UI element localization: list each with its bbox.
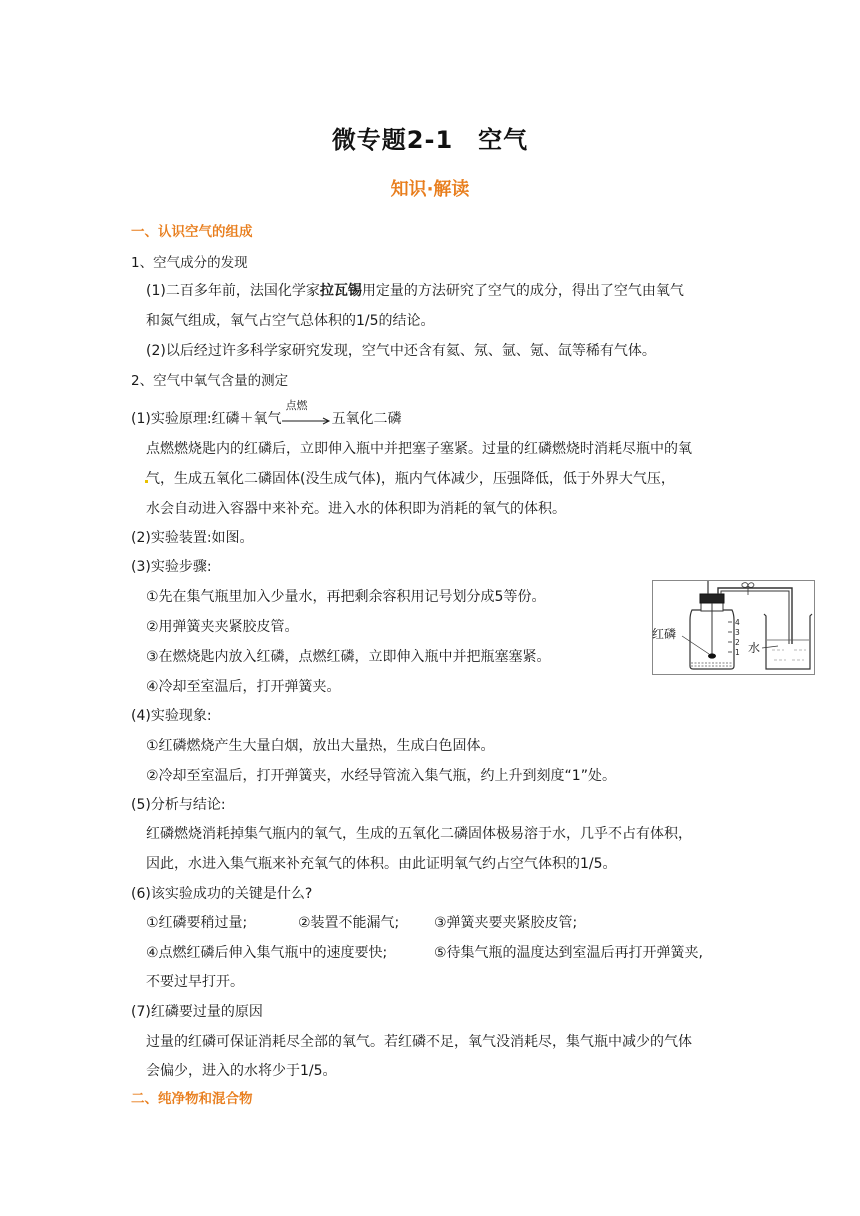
analysis-heading: (5)分析与结论: <box>131 797 226 813</box>
paragraph-lavoisier-1 <box>146 281 684 301</box>
key-2: ②装置不能漏气; <box>298 915 400 931</box>
heading-air-composition: 一、认识空气的组成 <box>131 224 253 240</box>
key-5-continued: 不要过早打开。 <box>146 974 244 990</box>
apparatus-figure <box>652 580 815 675</box>
label-red-phosphorus: 红磷 <box>652 627 677 641</box>
key-1: ①红磷要稍过量; <box>146 915 248 931</box>
phenomena-heading: (4)实验现象: <box>131 708 212 724</box>
step-1: ①先在集气瓶里加入少量水，再把剩余容积用记号划分成5等份。 <box>146 589 546 605</box>
apparatus-diagram <box>652 580 815 675</box>
step-4: ④冷却至室温后，打开弹簧夹。 <box>146 679 341 695</box>
name-lavoisier: 拉瓦锡 <box>319 283 362 299</box>
analysis-line-1: 红磷燃烧消耗掉集气瓶内的氧气，生成的五氧化二磷固体极易溶于水，几乎不占有体积， <box>146 826 692 842</box>
step-3: ③在燃烧匙内放入红磷，点燃红磷，立即伸入瓶中并把瓶塞塞紧。 <box>146 649 551 665</box>
equation-line <box>131 399 402 429</box>
label-water: 水 <box>748 641 761 655</box>
principle-line-1: 点燃燃烧匙内的红磷后，立即伸入瓶中并把塞子塞紧。过量的红磷燃烧时消耗尽瓶中的氧 <box>146 441 692 457</box>
keys-heading: (6)该实验成功的关键是什么? <box>131 886 313 902</box>
equation-product: 五氧化二磷 <box>331 411 402 427</box>
steps-heading: (3)实验步骤: <box>131 559 212 575</box>
phenomenon-2: ②冷却至室温后，打开弹簧夹，水经导管流入集气瓶，约上升到刻度“1”处。 <box>146 768 616 784</box>
excess-reason-line-1: 过量的红磷可保证消耗尽全部的氧气。若红磷不足，氧气没消耗尽，集气瓶中减少的气体 <box>146 1034 692 1050</box>
principle-line-3: 水会自动进入容器中来补充。进入水的体积即为消耗的氧气的体积。 <box>146 501 566 517</box>
text-segment: 用定量的方法研究了空气的成分，得出了空气由氧气 <box>361 283 684 299</box>
equation-reactants: (1)实验原理:红磷＋氧气 <box>131 411 282 427</box>
key-3: ③弹簧夹要夹紧胶皮管; <box>434 915 578 931</box>
principle-line-2: 气，生成五氧化二磷固体(没生成气体)，瓶内气体减少，压强降低，低于外界大气压， <box>146 471 675 487</box>
apparatus-line: (2)实验装置:如图。 <box>131 530 254 546</box>
scale-mark-3: 3 <box>735 628 740 637</box>
page-title: 微专题2-1 空气 <box>331 126 529 154</box>
reaction-arrow <box>282 399 332 429</box>
scale-mark-2: 2 <box>735 638 740 647</box>
paragraph-lavoisier-2: 和氮气组成，氧气占空气总体积的1/5的结论。 <box>146 313 435 329</box>
phenomenon-1: ①红磷燃烧产生大量白烟，放出大量热，生成白色固体。 <box>146 738 495 754</box>
text-segment: (1)二百多年前，法国化学家 <box>146 283 320 299</box>
analysis-line-2: 因此，水进入集气瓶来补充氧气的体积。由此证明氧气约占空气体积的1/5。 <box>146 856 617 872</box>
subheading-oxygen-measurement: 2、空气中氧气含量的测定 <box>131 373 289 389</box>
paragraph-noble-gases: (2)以后经过许多科学家研究发现，空气中还含有氦、氖、氩、氪、氙等稀有气体。 <box>146 343 656 359</box>
step-2: ②用弹簧夹夹紧胶皮管。 <box>146 619 299 635</box>
excess-reason-line-2: 会偏少，进入的水将少于1/5。 <box>146 1063 337 1079</box>
key-5: ⑤待集气瓶的温度达到室温后再打开弹簧夹, <box>434 945 703 961</box>
scale-mark-1: 1 <box>735 648 740 657</box>
scale-mark-4: 4 <box>735 618 740 627</box>
key-4: ④点燃红磷后伸入集气瓶中的速度要快; <box>146 945 388 961</box>
arrow-icon <box>282 417 332 425</box>
reaction-condition: 点燃 <box>285 399 308 412</box>
subheading-discovery: 1、空气成分的发现 <box>131 255 248 271</box>
heading-pure-mixture: 二、纯净物和混合物 <box>131 1091 253 1107</box>
excess-reason-heading: (7)红磷要过量的原因 <box>131 1004 263 1020</box>
section-subtitle: 知识·解读 <box>390 179 470 200</box>
